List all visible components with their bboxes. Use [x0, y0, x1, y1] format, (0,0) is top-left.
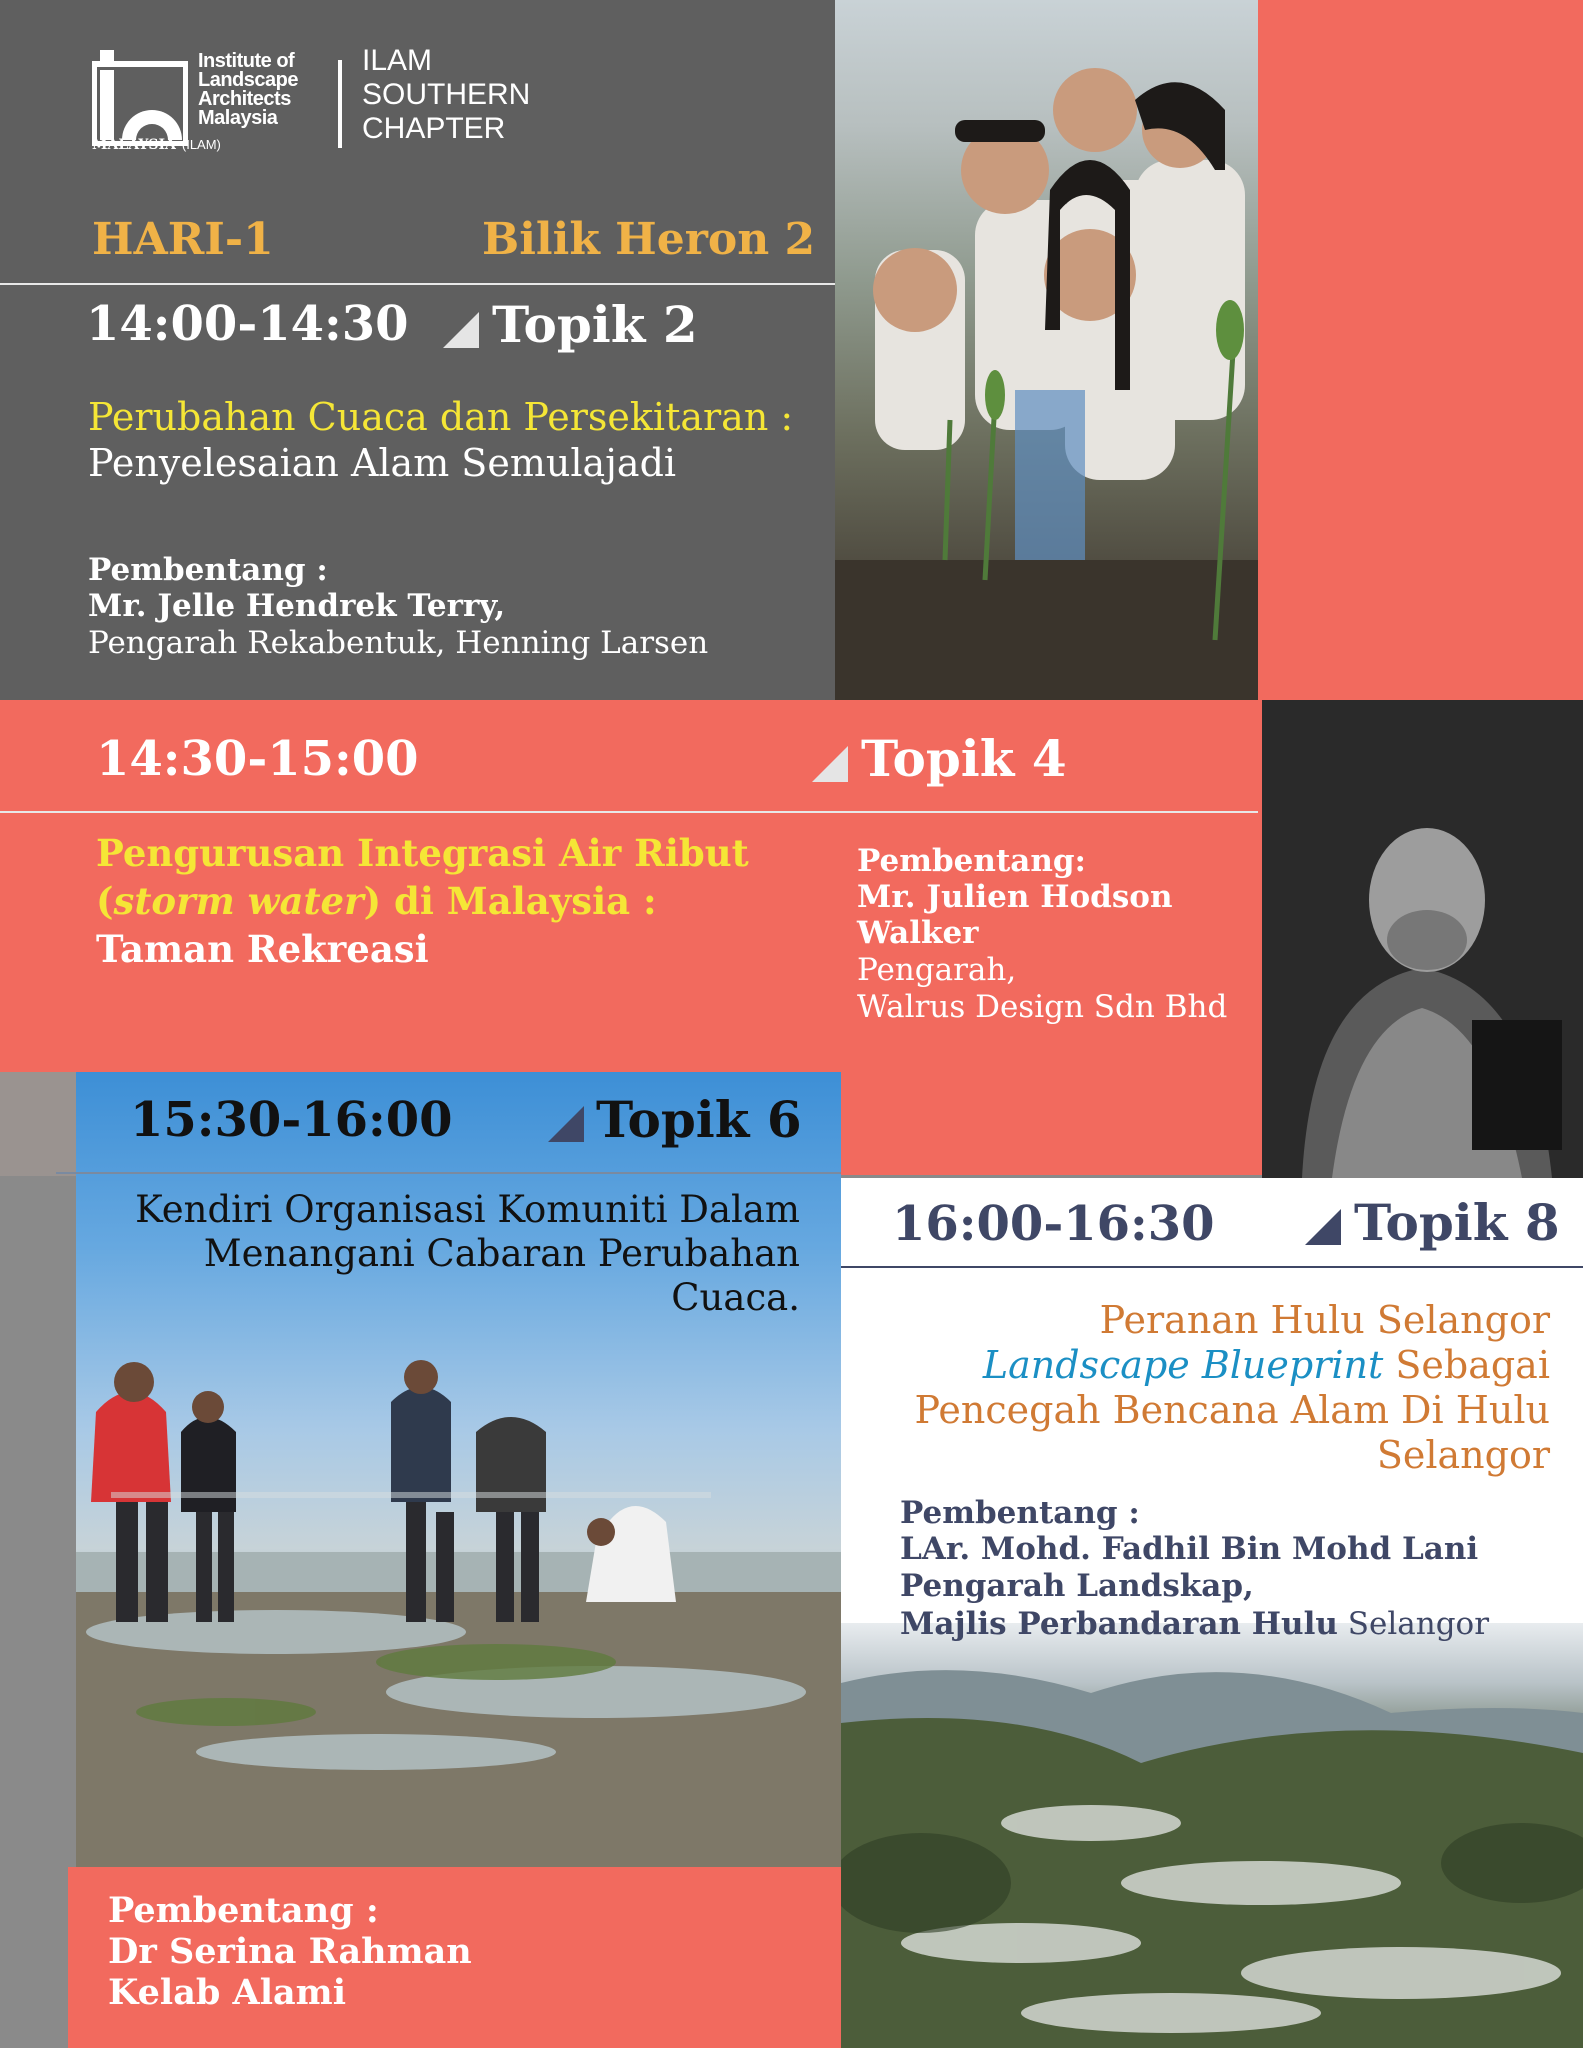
- logo-country-text: MALAYSIA: [92, 137, 176, 153]
- speaker-name: LAr. Mohd. Fadhil Bin Mohd Lani: [900, 1531, 1479, 1567]
- speaker-role: Pengarah Rekabentuk, Henning Larsen: [88, 625, 709, 661]
- topic-label: Topik 6: [596, 1090, 802, 1149]
- session-time: 16:00-16:30: [892, 1196, 1215, 1252]
- speaker-block: [108, 1890, 472, 2013]
- divider: [0, 283, 835, 285]
- triangle-marker-icon: [812, 746, 848, 786]
- session-title: [96, 878, 657, 925]
- grey-margin: [0, 1176, 76, 2048]
- chapter-line: CHAPTER: [362, 112, 506, 145]
- session-title: Penyelesaian Alam Semulajadi: [88, 441, 677, 485]
- logo-divider: [338, 60, 342, 148]
- title-line: Menangani Cabaran Perubahan: [203, 1232, 800, 1275]
- speaker-role-part: Majlis Perbandaran Hulu: [900, 1606, 1338, 1642]
- speaker-role: Kelab Alami: [108, 1972, 347, 2013]
- title-line: Peranan Hulu Selangor: [1099, 1298, 1550, 1342]
- title-italic: storm water: [113, 879, 364, 923]
- divider: [841, 1266, 1583, 1268]
- topic-label: Topik 8: [1354, 1193, 1560, 1252]
- speaker-label: Pembentang:: [857, 843, 1087, 879]
- triangle-marker-icon: [548, 1106, 584, 1146]
- session-title: Pengurusan Integrasi Air Ribut: [96, 831, 749, 875]
- title-line: Pencegah Bencana Alam Di Hulu: [914, 1388, 1550, 1432]
- speaker-role: Pengarah,: [857, 952, 1017, 988]
- triangle-marker-icon: [1305, 1209, 1341, 1249]
- title-part: (: [96, 879, 114, 923]
- youth-planting-photo: [835, 0, 1258, 700]
- chapter-line: SOUTHERN: [362, 78, 531, 111]
- title-italic: Landscape Blueprint: [982, 1343, 1384, 1387]
- session-title: [110, 1188, 800, 1320]
- logo-line: Landscape: [198, 69, 298, 91]
- speaker-label: Pembentang :: [88, 552, 328, 588]
- logo-org-name: [198, 52, 298, 128]
- session-time: 14:30-15:00: [96, 731, 419, 787]
- divider: [56, 1172, 841, 1174]
- logo-line: Architects: [198, 88, 291, 110]
- triangle-marker-icon: [443, 312, 479, 352]
- divider: [0, 811, 1258, 813]
- speaker-role-part: Selangor: [1337, 1606, 1490, 1642]
- speaker-name: Mr. Julien Hodson: [857, 879, 1173, 915]
- speaker-name: Mr. Jelle Hendrek Terry,: [88, 588, 506, 624]
- topic-label: Topik 4: [861, 729, 1067, 788]
- logo-line: Malaysia: [198, 107, 278, 129]
- chapter-name: [362, 44, 530, 146]
- title-part: Sebagai: [1383, 1343, 1550, 1387]
- grey-strip: [0, 1072, 76, 1176]
- logo-line: Institute of: [198, 50, 295, 72]
- session-time: 15:30-16:00: [130, 1092, 453, 1148]
- logo-abbr: (ILAM): [181, 137, 221, 152]
- speaker-role: [900, 1606, 1489, 1642]
- title-line: Selangor: [1376, 1433, 1550, 1477]
- session-time: 14:00-14:30: [86, 296, 409, 352]
- day-label: HARI-1: [92, 214, 274, 265]
- title-line: Kendiri Organisasi Komuniti Dalam: [135, 1188, 800, 1231]
- speaker-role: Walrus Design Sdn Bhd: [857, 989, 1228, 1025]
- session-title: Taman Rekreasi: [96, 927, 429, 971]
- topic-label: Topik 2: [492, 295, 698, 354]
- chapter-line: ILAM: [362, 44, 433, 77]
- ilam-logo-icon: [92, 50, 188, 146]
- session-title: [870, 1298, 1550, 1478]
- speaker-name: Dr Serina Rahman: [108, 1931, 472, 1972]
- speaker-name: Walker: [857, 915, 979, 951]
- room-label: Bilik Heron 2: [482, 214, 816, 265]
- speaker-portrait-photo: [1262, 700, 1583, 1178]
- speaker-label: Pembentang :: [108, 1890, 379, 1931]
- title-line: Cuaca.: [671, 1276, 800, 1319]
- session-title: Perubahan Cuaca dan Persekitaran :: [88, 395, 794, 439]
- hulu-selangor-landscape-photo: [841, 1623, 1583, 2048]
- logo-country: [92, 137, 221, 153]
- title-part: ) di Malaysia :: [363, 879, 657, 923]
- coral-accent-block: [1258, 0, 1583, 700]
- speaker-label: Pembentang :: [900, 1495, 1140, 1531]
- speaker-role: Pengarah Landskap,: [900, 1568, 1254, 1604]
